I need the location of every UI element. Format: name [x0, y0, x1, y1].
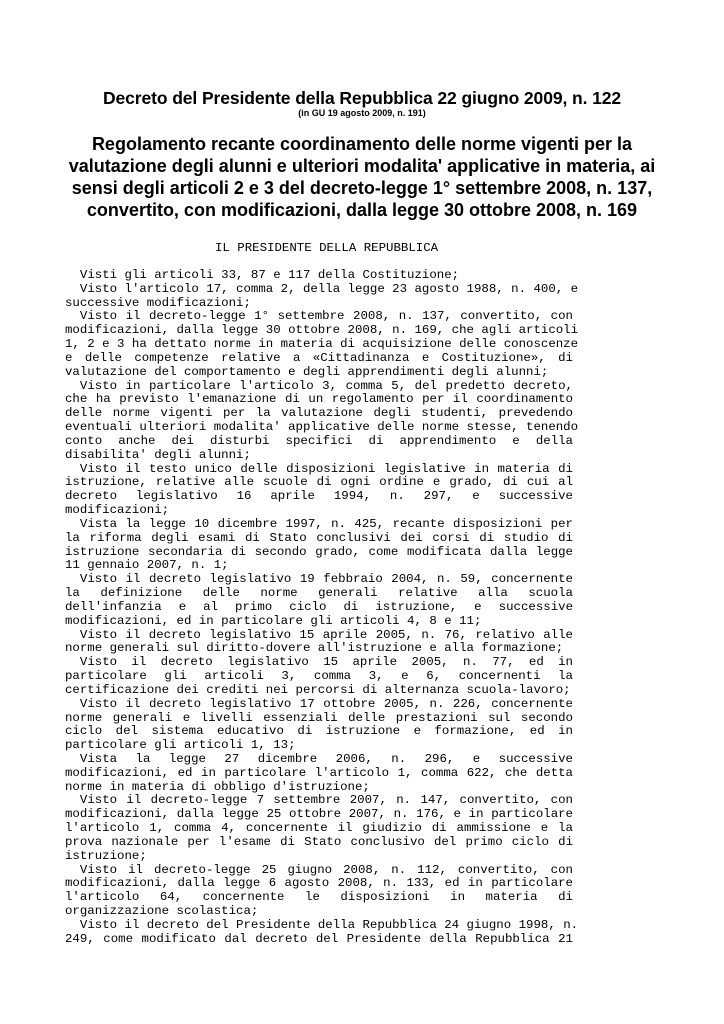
text-line: 11 gennaio 2007, n. 1; [65, 558, 229, 573]
text-line: successive modificazioni; [65, 295, 251, 310]
text-line: Visto il decreto-legge 7 settembre 2007, n. 147, convertito, con [79, 793, 573, 808]
text-line: Visto l'articolo 17, comma 2, della legge 23 agosto 1988, n. 400, e [79, 281, 579, 296]
text-line: modificazioni, dalla legge 25 ottobre 2007, n. 176, e in particolare [65, 807, 573, 822]
text-line: modificazioni, ed in particolare l'articolo 1, comma 622, che detta [65, 765, 573, 780]
regulation-subtitle [60, 133, 664, 221]
text-line: Visti gli articoli 33, 87 e 117 della Costituzione; [79, 268, 460, 282]
text-line: l'articolo 64, concernente le disposizioni in materia di [65, 890, 573, 905]
text-line: valutazione del comportamento e degli apprendimenti degli alunni; [65, 364, 549, 379]
text-line: e delle competenze relative a «Cittadinanza e Costituzione», di [65, 350, 573, 365]
text-line: Visto il decreto del Presidente della Repubblica 24 giugno 1998, n. [79, 917, 579, 932]
text-line: istruzione; [65, 848, 147, 863]
text-line: Visto il decreto legislativo 17 ottobre 2005, n. 226, concernente [79, 696, 573, 711]
text-line: che ha previsto l'emanazione di un regolamento per il coordinamento [65, 392, 573, 407]
text-line: norme generali e livelli essenziali delle prestazioni sul secondo [65, 710, 573, 725]
text-line: l'articolo 1, comma 4, concernente il giudizio di ammissione e la [65, 821, 573, 836]
text-line: particolare gli articoli 3, comma 3, e 6, concernenti la [65, 669, 573, 684]
gazette-reference: (in GU 19 agosto 2009, n. 191) [298, 108, 426, 118]
text-line: dell'infanzia e al primo ciclo di istruzione, e successive [65, 599, 573, 614]
text-line: Visto il decreto legislativo 19 febbraio 2004, n. 59, concernente [79, 572, 573, 587]
text-line: prova nazionale per l'esame di Stato conclusivo del primo ciclo di [65, 834, 573, 849]
text-line: modificazioni, ed in particolare gli articoli 4, 8 e 11; [65, 613, 482, 628]
text-line: modificazioni; [65, 503, 170, 518]
text-line: Visto il decreto-legge 25 giugno 2008, n. 112, convertito, con [79, 862, 573, 877]
text-line: conto anche dei disturbi specifici di apprendimento e della [65, 433, 573, 448]
text-line: certificazione dei crediti nei percorsi di alternanza scuola-lavoro; [65, 682, 571, 697]
text-line: la riforma degli esami di Stato conclusivi dei corsi di studio di [65, 530, 573, 545]
text-line: Visto in particolare l'articolo 3, comma 5, del predetto decreto, [79, 378, 573, 393]
text-line: Visto il decreto legislativo 15 aprile 2005, n. 77, ed in [79, 655, 573, 670]
subtitle-line: sensi degli articoli 2 e 3 del decreto-legge 1° settembre 2008, n. 137, [71, 178, 653, 198]
document-title: Decreto del Presidente della Repubblica 22 giugno 2009, n. 122 [102, 88, 621, 108]
text-line: Vista la legge 10 dicembre 1997, n. 425, recante disposizioni per [79, 516, 573, 531]
text-line: 249, come modificato dal decreto del Presidente della Repubblica 21 [65, 931, 573, 946]
subtitle-line: convertito, con modificazioni, dalla legge 30 ottobre 2008, n. 169 [86, 200, 638, 220]
section-heading: IL PRESIDENTE DELLA REPUBBLICA [215, 241, 439, 255]
text-line: modificazioni, dalla legge 30 ottobre 2008, n. 169, che agli articoli [65, 323, 579, 338]
text-line: decreto legislativo 16 aprile 1994, n. 297, e successive [65, 489, 573, 504]
text-line: eventuali ulteriori modalita' applicative delle norme stesse, tenendo [65, 420, 579, 435]
text-line: particolare gli articoli 1, 13; [65, 738, 296, 753]
text-line: Visto il decreto legislativo 15 aprile 2005, n. 76, relativo alle [79, 627, 573, 642]
text-line: istruzione, relative alle scuole di ogni ordine e grado, di cui al [65, 475, 573, 490]
text-line: norme generali sul diritto-dovere all'istruzione e alla formazione; [65, 641, 564, 656]
text-line: istruzione secondaria di secondo grado, come modificata dalla legge [65, 544, 573, 559]
text-line: ciclo del sistema educativo di istruzione e formazione, ed in [65, 724, 573, 739]
text-line: organizzazione scolastica; [65, 904, 259, 919]
text-line: Vista la legge 27 dicembre 2006, n. 296, e successive [79, 751, 573, 766]
text-line: 1, 2 e 3 ha dettato norme in materia di acquisizione delle conoscenze [65, 337, 579, 352]
text-line: Visto il decreto-legge 1° settembre 2008, n. 137, convertito, con [79, 309, 573, 324]
subtitle-line: valutazione degli alunni e ulteriori modalita' applicative in materia, ai [68, 156, 656, 176]
text-line: disabilita' degli alunni; [65, 447, 251, 462]
subtitle-line: Regolamento recante coordinamento delle norme vigenti per la [91, 134, 633, 154]
text-line: norme in materia di obbligo d'istruzione; [65, 779, 370, 794]
text-line: Visto il testo unico delle disposizioni legislative in materia di [79, 461, 573, 476]
text-line: delle norme vigenti per la valutazione degli studenti, prevedendo [65, 406, 573, 421]
text-line: la definizione delle norme generali relative alla scuola [65, 586, 573, 601]
text-line: modificazioni, dalla legge 6 agosto 2008, n. 133, ed in particolare [65, 876, 573, 891]
preamble-body [65, 268, 579, 947]
